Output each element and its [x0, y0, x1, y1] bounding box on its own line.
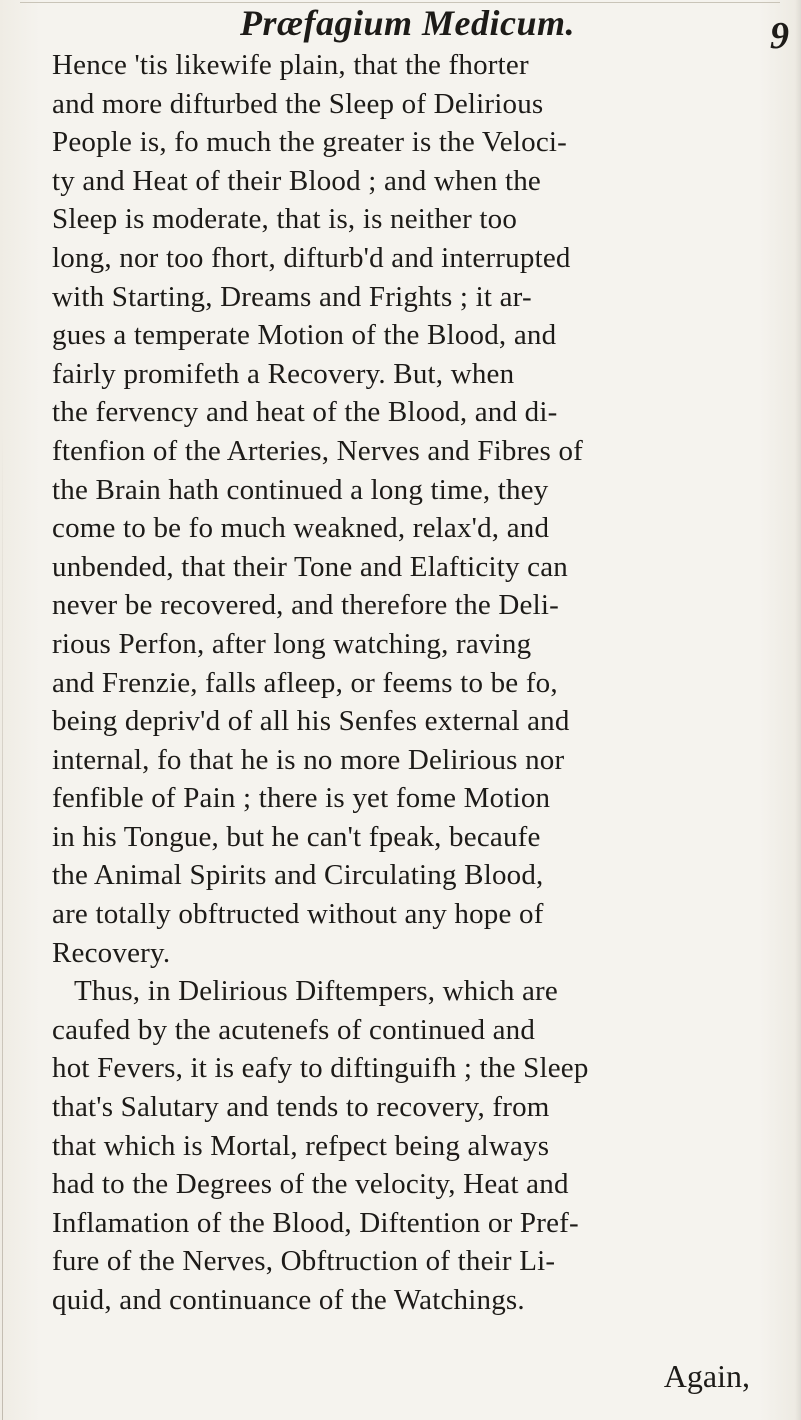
text-line: fairly promifeth a Recovery. But, when: [52, 357, 515, 390]
text-line: Sleep is moderate, that is, is neither too: [52, 203, 518, 236]
text-line: the Animal Spirits and Circulating Blood,: [52, 859, 544, 892]
running-title: Præfagium Medicum.: [240, 3, 576, 43]
text-line: Inflamation of the Blood, Diftention or Pref-: [52, 1206, 579, 1239]
text-line: never be recovered, and therefore the Deli-: [52, 589, 559, 622]
text-line: being depriv'd of all his Senfes external and: [52, 705, 570, 738]
text-line: gues a temperate Motion of the Blood, and: [52, 319, 557, 352]
text-line: and Frenzie, falls afleep, or feems to be fo,: [52, 666, 558, 699]
text-line: and more difturbed the Sleep of Delirious: [52, 87, 544, 120]
text-line: come to be fo much weakned, relax'd, and: [52, 512, 550, 545]
text-line: ftenfion of the Arteries, Nerves and Fibres of: [52, 434, 584, 467]
text-line: Thus, in Delirious Diftempers, which are: [74, 975, 558, 1008]
text-line: fure of the Nerves, Obftruction of their Li-: [52, 1245, 556, 1278]
text-line: that's Salutary and tends to recovery, from: [52, 1091, 550, 1124]
text-line: internal, fo that he is no more Delirious nor: [52, 743, 565, 776]
text-line: that which is Mortal, refpect being always: [52, 1129, 550, 1162]
text-line: hot Fevers, it is eafy to diftinguifh ; the Sleep: [52, 1052, 589, 1085]
text-line: caufed by the acutenefs of continued and: [52, 1013, 536, 1046]
text-line: in his Tongue, but he can't fpeak, becaufe: [52, 820, 541, 853]
body-text: [52, 46, 764, 1396]
text-line: rious Perfon, after long watching, raving: [52, 627, 532, 660]
text-line: the Brain hath continued a long time, they: [52, 473, 549, 506]
text-line: quid, and continuance of the Watchings.: [52, 1284, 525, 1316]
text-line: are totally obftructed without any hope of: [52, 898, 544, 931]
gutter-shadow: [2, 430, 3, 1420]
text-line: fenfible of Pain ; there is yet fome Motion: [52, 782, 551, 815]
running-head: [0, 0, 801, 57]
text-line: unbended, that their Tone and Elafticity can: [52, 550, 568, 583]
catchword: Again,: [663, 1357, 750, 1394]
text-line: People is, fo much the greater is the Veloci-: [52, 126, 568, 159]
text-line: had to the Degrees of the velocity, Heat and: [52, 1168, 569, 1201]
page-edge-shadow: [795, 0, 801, 1420]
page-number: 9: [770, 15, 789, 57]
text-line: Hence 'tis likewife plain, that the fhorter: [52, 49, 529, 81]
text-line: Recovery.: [52, 936, 171, 969]
text-line: the fervency and heat of the Blood, and di-: [52, 396, 558, 429]
text-line: with Starting, Dreams and Frights ; it ar-: [52, 280, 532, 313]
text-line: ty and Heat of their Blood ; and when the: [52, 164, 541, 197]
text-line: long, nor too fhort, difturb'd and interrupted: [52, 241, 571, 274]
